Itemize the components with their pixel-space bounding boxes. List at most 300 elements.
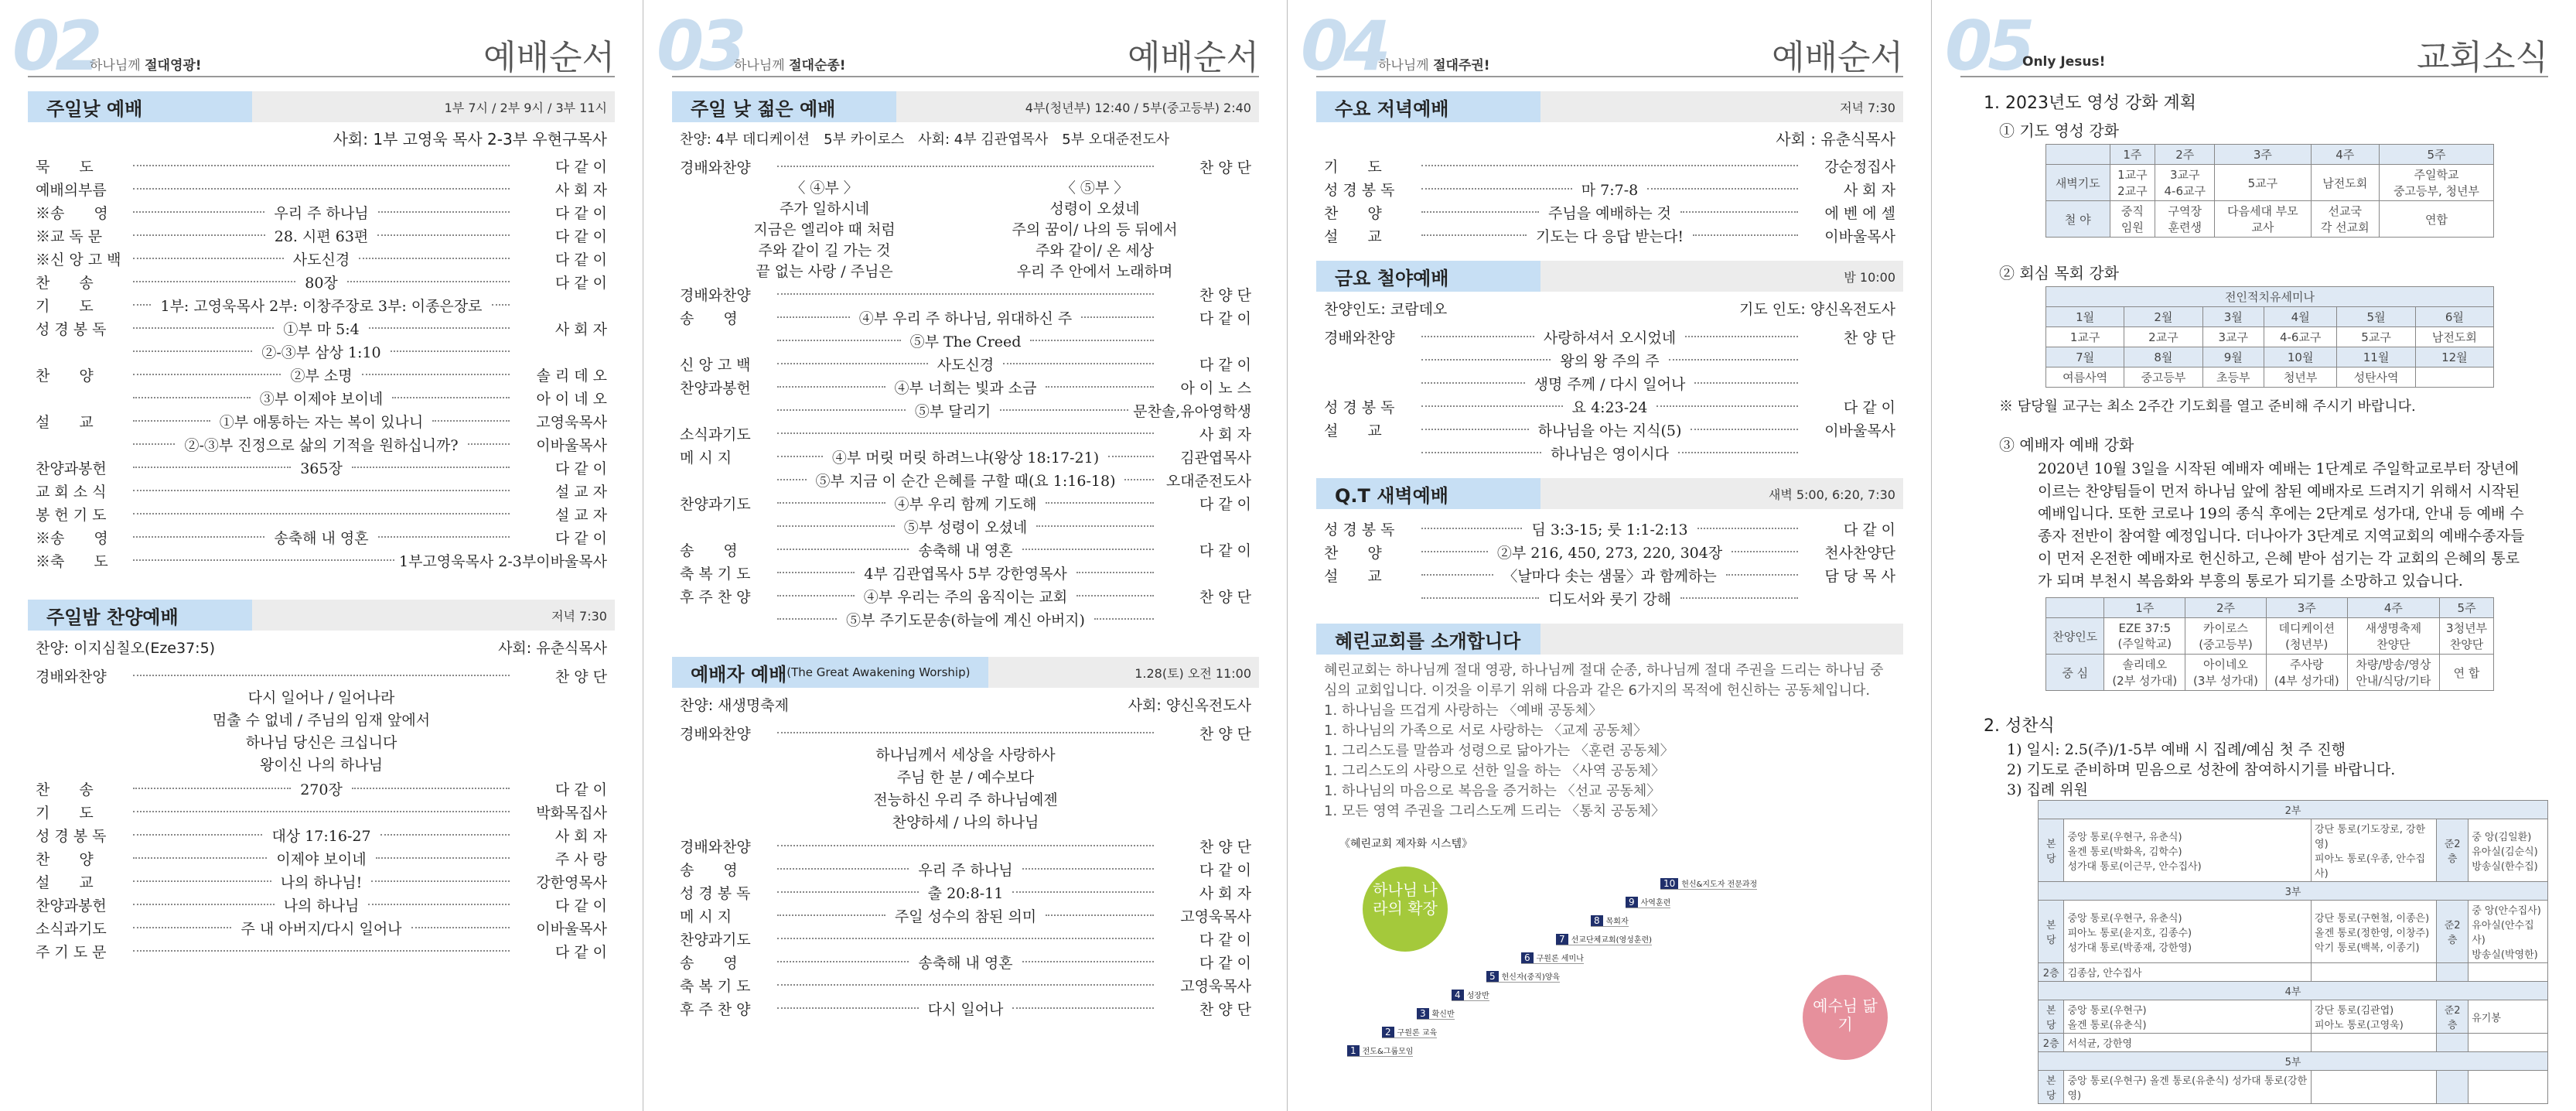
order-leader: 아 이 노 스 <box>1180 379 1252 397</box>
leader-dots <box>1421 551 1488 552</box>
leader-dots <box>777 595 855 597</box>
order-content: ②-③부 삼상 1:10 <box>261 344 381 361</box>
leader-dots <box>777 456 823 457</box>
order-row <box>672 904 1259 927</box>
order-row: 경배와찬양 찬 양 단 <box>680 725 1251 743</box>
step-label: 구원론 세미나 <box>1536 955 1584 963</box>
order-row <box>672 398 1259 422</box>
order-content: 요 4:23-24 <box>1571 398 1648 416</box>
order-row <box>672 329 1259 352</box>
order-row <box>28 479 615 502</box>
order-label: 예배의부름 <box>36 181 107 199</box>
order-leader: 김관엽목사 <box>1180 449 1252 467</box>
order-content: ①부 마 5:4 <box>283 320 360 338</box>
leader-dots <box>777 914 885 916</box>
leader-dots <box>777 363 928 364</box>
news-note: ※ 담당월 교구는 최소 2주간 기도회를 열고 준비해 주시기 바랍니다. <box>1999 398 2416 415</box>
order-list <box>672 834 1259 1020</box>
table-row <box>2046 165 2494 201</box>
section-time: 저녁 7:30 <box>551 608 607 624</box>
order-content: ④부 머릿 머릿 하려느냐(왕상 18:17-21) <box>831 449 1100 467</box>
order-row <box>672 561 1259 584</box>
table-cell: 1월 <box>2046 307 2124 327</box>
order-row <box>28 316 615 340</box>
lyric-line: 〈 ⑤부 〉 <box>1060 179 1129 197</box>
order-label: 찬 양 <box>36 850 94 868</box>
order-content: ④부 우리는 주의 움직이는 교회 <box>863 588 1068 606</box>
table-cell: 5교구 <box>2337 327 2415 347</box>
leader-dots <box>777 316 850 318</box>
table-cell: 10월 <box>2264 347 2336 367</box>
order-row <box>28 224 615 247</box>
leader-dots <box>1421 429 1529 430</box>
order-list <box>1316 325 1903 464</box>
leader-dots <box>777 340 901 341</box>
lyric-line: 주가 일하시네 <box>779 200 870 217</box>
table-cell: 성탄사역 <box>2337 367 2415 388</box>
section-label: 수요 저녁예배 <box>1316 91 1540 122</box>
order-row <box>672 445 1259 468</box>
table-cell: 청년부 <box>2264 367 2336 388</box>
step-label: 확신반 <box>1431 1010 1455 1019</box>
order-content: 나의 하나님 <box>283 897 360 914</box>
leader-dots <box>352 467 510 468</box>
leader-dots <box>1012 1007 1154 1009</box>
table-row <box>2046 655 2494 691</box>
table-header <box>2046 145 2110 165</box>
order-content: 출 20:8-11 <box>927 884 1004 902</box>
order-leader: 사 회 자 <box>1199 884 1252 902</box>
step-item <box>1347 1044 1413 1057</box>
lyric-line: 찬양하세 / 나의 하나님 <box>892 814 1039 831</box>
order-leader: 문찬솔,유아영학생 <box>1133 402 1251 420</box>
order-content: 마 7:7-8 <box>1581 181 1639 199</box>
page-tagline: 하나님께 절대주권! <box>1378 58 1490 73</box>
order-row <box>672 306 1259 329</box>
leader-dots <box>492 304 510 306</box>
leader-dots <box>1046 502 1154 504</box>
order-leader: 다 같 이 <box>554 460 607 477</box>
order-list <box>28 154 615 572</box>
leader-dots <box>1691 429 1798 430</box>
table-cell: 초등부 <box>2202 367 2264 388</box>
table-cell: 연합 <box>2379 201 2493 238</box>
leader-dots <box>133 927 231 928</box>
leader-dots <box>133 857 267 859</box>
order-row <box>1316 177 1903 200</box>
order-label: 찬양과기도 <box>680 495 751 513</box>
table-header: 4주 <box>2347 598 2439 618</box>
order-row <box>28 800 615 823</box>
order-label: 성 경 봉 독 <box>680 884 751 902</box>
order-label: 경배와찬양 <box>1324 329 1395 347</box>
order-leader: 다 같 이 <box>554 251 608 268</box>
table-cell: 5월 <box>2337 307 2415 327</box>
leader-dots <box>133 834 262 836</box>
praise-host: 찬양: 4부 데디케이션 5부 카이로스 사회: 4부 김관엽목사 5부 오대준전도사 <box>680 132 1170 148</box>
order-label: 성 경 봉 독 <box>36 827 107 845</box>
circle-kingdom: 하나님 나라의 확장 <box>1363 867 1448 952</box>
order-leader: 사 회 자 <box>1843 181 1896 199</box>
order-content: 송축해 내 영혼 <box>918 954 1013 972</box>
order-content: ②부 소명 <box>290 367 353 385</box>
table-cell: 3청년부 찬양단 <box>2440 618 2494 655</box>
leader-dots <box>133 513 510 514</box>
order-content: ②-③부 진정으로 삶의 기적을 원하십니까? <box>184 436 459 454</box>
order-leader: 솔 리 데 오 <box>536 367 608 385</box>
lyrics-block <box>28 687 615 777</box>
order-leader: 다 같 이 <box>1199 495 1252 513</box>
leader-dots <box>133 350 252 352</box>
leader-dots <box>777 479 807 480</box>
order-label: 소식과기도 <box>36 920 107 938</box>
table-header: 2주 <box>2185 598 2267 618</box>
order-leader: 설 교 자 <box>554 506 607 524</box>
praise-host: 찬양: 새생명축제 사회: 양신옥전도사 <box>680 697 1251 714</box>
order-content: ④부 우리 주 하나님, 위대하신 주 <box>858 309 1073 327</box>
order-row <box>1316 348 1903 371</box>
lyrics-block <box>672 744 1259 834</box>
leader-dots <box>1421 574 1493 576</box>
leader-dots <box>133 467 291 468</box>
leader-dots <box>1076 595 1154 597</box>
lyric-line: 1. 모든 영역 주권을 그리스도께 드리는 〈통치 공동체〉 <box>1324 803 1665 819</box>
table-row <box>2046 327 2494 347</box>
order-leader: 다 같 이 <box>554 943 607 961</box>
order-content: ③부 이제야 보이네 <box>259 390 384 408</box>
leader-dots <box>777 386 885 388</box>
page-tagline: 하나님께 절대순종! <box>734 58 846 73</box>
prayer-table <box>2045 144 2494 238</box>
table-cell <box>2415 367 2493 388</box>
leader-dots <box>777 409 906 411</box>
page-number: 03 <box>657 6 742 86</box>
lyric-line: 〈 ④부 〉 <box>790 179 858 197</box>
order-leader: 이바울목사 <box>1824 227 1896 245</box>
order-row <box>1316 224 1903 247</box>
order-row <box>28 247 615 270</box>
order-content: 270장 <box>300 781 343 798</box>
order-label: 메 시 지 <box>680 908 732 925</box>
order-content: ⑤부 주기도문송(하늘에 계신 아버지) <box>846 611 1085 629</box>
order-label: 찬 양 <box>1324 544 1382 562</box>
table-header: 5주 <box>2379 145 2493 165</box>
order-content: ②부 216, 450, 273, 220, 304장 <box>1496 544 1723 562</box>
order-row <box>28 939 615 962</box>
step-label: 헌신&지도자 전문과정 <box>1681 880 1758 889</box>
order-leader: 사 회 자 <box>554 181 607 199</box>
order-row <box>28 363 615 386</box>
step-item <box>1417 1007 1455 1020</box>
table-group-header: 5부 <box>2039 1052 2548 1071</box>
order-row <box>28 846 615 870</box>
order-leader: 에 벤 에 셀 <box>1824 204 1896 222</box>
leader-dots <box>133 165 510 166</box>
order-label: 설 교 <box>36 413 94 431</box>
order-content: ①부 애통하는 자는 복이 있나니 <box>219 413 424 431</box>
leader-dots <box>777 984 1154 986</box>
leader-dots <box>1693 234 1798 236</box>
leader-dots <box>378 536 510 538</box>
table-cell <box>2436 1071 2468 1104</box>
order-leader: 박화목집사 <box>536 804 607 822</box>
leader-dots <box>347 281 510 282</box>
order-content: ④부 너희는 빛과 소금 <box>894 379 1037 397</box>
leader-dots <box>411 927 510 928</box>
table-cell: 유기봉 <box>2469 1000 2548 1034</box>
order-list <box>672 282 1259 631</box>
order-row <box>1316 200 1903 224</box>
order-label: 찬 송 <box>36 781 94 798</box>
leader-dots <box>368 904 510 905</box>
order-content: 주 내 아버지/다시 일어나 <box>241 920 402 938</box>
order-row <box>28 456 615 479</box>
order-row <box>28 549 615 572</box>
order-content: 나의 하나님! <box>280 873 363 891</box>
order-label: 설 교 <box>36 873 94 891</box>
table-cell: 중직 임원 <box>2110 201 2155 238</box>
order-label: 묵 도 <box>36 158 94 176</box>
page-title: 예배순서 <box>1771 38 1903 77</box>
news-heading: 1. 2023년도 영성 강화 계획 <box>1984 94 2196 113</box>
leader-dots <box>1003 363 1154 364</box>
lyric-line: 주와 같이 길 가는 것 <box>758 242 891 259</box>
lyric-line: 지금은 엘리야 때 처럼 <box>753 221 896 238</box>
order-label: 송 영 <box>680 542 738 559</box>
order-label: 경배와찬양 <box>680 286 751 304</box>
order-row <box>672 880 1259 904</box>
order-row <box>28 177 615 200</box>
table-cell: 1교구 2교구 <box>2110 165 2155 201</box>
order-label: 찬양과봉헌 <box>680 379 751 397</box>
table-cell: 중 심 <box>2046 655 2104 691</box>
order-label: 성 경 봉 독 <box>1324 521 1395 538</box>
order-row <box>1316 586 1903 610</box>
section-qt <box>1316 478 1903 509</box>
leader-dots <box>777 293 1154 295</box>
table-cell: 주일학교 중고등부, 청년부 <box>2379 165 2493 201</box>
leader-dots <box>378 211 510 213</box>
section-label: 혜린교회를 소개합니다 <box>1316 624 1540 655</box>
leader-dots <box>1680 211 1798 213</box>
step-number: 5 <box>1486 971 1499 982</box>
table-cell: 중앙 통로(우현구) 올겐 통로(유춘식) <box>2064 1000 2312 1034</box>
table-row <box>2039 1000 2548 1034</box>
leader-dots <box>1421 528 1522 529</box>
order-row <box>28 270 615 293</box>
leader-dots <box>1421 234 1527 236</box>
order-leader: 찬 양 단 <box>1199 286 1251 304</box>
order-content: 다시 일어나 <box>927 1000 1004 1018</box>
order-row <box>28 823 615 846</box>
leader-dots <box>1076 572 1154 573</box>
table-cell: 12월 <box>2415 347 2493 367</box>
order-row <box>672 584 1259 607</box>
lyric-line: 하나님께서 세상을 사랑하사 <box>875 747 1056 764</box>
table-cell: 3교구 4-6교구 <box>2155 165 2215 201</box>
order-label: ※축 도 <box>36 552 108 570</box>
page-header <box>1301 0 1903 86</box>
section-label: 금요 철야예배 <box>1316 261 1540 292</box>
order-label: 신 앙 고 백 <box>680 356 751 374</box>
step-number: 7 <box>1556 934 1568 945</box>
order-content: 4부 김관엽목사 5부 강한영목사 <box>864 565 1067 583</box>
leader-dots <box>777 549 909 550</box>
section-wed <box>1316 91 1903 122</box>
table-cell: 선교국 각 선교회 <box>2311 201 2379 238</box>
table-cell: 강단 통로(기도장로, 강한영) 피아노 통로(우종, 안수집사) <box>2312 819 2437 882</box>
order-content: 하나님을 아는 지식(5) <box>1537 422 1682 439</box>
leader-dots <box>1421 336 1534 337</box>
order-content: 28. 시편 63편 <box>274 227 369 245</box>
order-row <box>672 352 1259 375</box>
leader-dots <box>133 234 265 236</box>
leader-dots <box>1022 868 1154 870</box>
circle-jesus: 예수님 닮기 <box>1803 975 1888 1060</box>
order-label: 교 회 소 식 <box>36 483 107 501</box>
order-row <box>672 927 1259 950</box>
table-group-header: 4부 <box>2039 982 2548 1000</box>
communion-info: 1) 일시: 2.5(주)/1-5부 예배 시 집례/예심 첫 주 진행 2) 기도로 준비하며 믿음으로 성찬에 참여하시기를 바랍니다. 3) 집례 위원 <box>2007 741 2396 798</box>
order-leader: 다 같 이 <box>554 274 607 292</box>
discipleship-diagram <box>1316 836 1903 1060</box>
table-cell: 준2층 <box>2436 819 2468 882</box>
intro-text: 혜린교회는 하나님께 절대 영광, 하나님께 절대 순종, 하나님께 절대 주권을 드리는 하나님 중심의 교회입니다. 이것을 이루기 위해 다음과 같은 6가지의 목적에 헌신하는 공동체입니다. 1. 하나님을 뜨겁게 사랑하는 〈예배 공동체〉 1. 하나님의 가족으로 서로 사랑하는 〈교제 공동체〉 1. 그리스도를 말씀과 성령으로 닮아가는 〈훈련 공동체〉 1. 그리스도의 사랑으로 선한 일을 하는 〈사역 공동체〉 1. 하나님의 마음으로 복음을 증거하는 〈선교 공동체〉 1. 모든 영역 주권을 그리스도께 드리는 〈통치 공동체〉 <box>1316 655 1903 828</box>
leader-dots <box>377 234 510 236</box>
step-number: 9 <box>1626 897 1638 908</box>
page-title: 교회소식 <box>2416 38 2548 77</box>
order-content: 우리 주 하나님 <box>274 204 369 222</box>
order-leader: 사 회 자 <box>1199 426 1251 443</box>
table-header-row <box>2046 598 2494 618</box>
praise-host: 찬양: 이지심칠오(Eze37:5) 사회: 유춘식목사 <box>36 640 607 657</box>
lyric-line: 1. 하나님의 마음으로 복음을 증거하는 〈선교 공동체〉 <box>1324 783 1661 799</box>
order-row <box>672 607 1259 631</box>
lyric-line: 주와 같이/ 온 세상 <box>1036 242 1155 259</box>
table-group-header: 2부 <box>2039 801 2548 819</box>
page-tagline: Only Jesus! <box>2022 54 2106 70</box>
order-leader: 다 같 이 <box>554 158 607 176</box>
table-cell: 6월 <box>2415 307 2493 327</box>
step-label: 목회자 <box>1605 918 1629 926</box>
order-leader: 오대준전도사 <box>1165 472 1251 490</box>
order-row <box>28 525 615 549</box>
table-cell: 카이로스 (중고등부) <box>2185 618 2267 655</box>
order-leader: 다 같 이 <box>554 529 607 547</box>
order-leader: 주 사 랑 <box>554 850 608 868</box>
step-item <box>1591 914 1629 927</box>
table-cell: 중앙 통로(우현구) 올겐 통로(유춘식) 성가대 통로(강한영) <box>2064 1071 2312 1104</box>
order-leader: 사 회 자 <box>554 827 608 845</box>
leader-dots <box>1421 405 1563 407</box>
lyric-line: 주의 꿈이/ 나의 등 뒤에서 <box>1012 221 1178 238</box>
step-label: 선교단체교회(영성훈련) <box>1571 936 1653 945</box>
table-title: 전인적치유세미나 <box>2046 287 2494 307</box>
order-list <box>1316 154 1903 247</box>
order-content: 사도신경 <box>937 356 995 374</box>
order-label: 설 교 <box>1324 422 1382 439</box>
section-young <box>672 91 1259 122</box>
table-cell: 주사랑 (4부 성가대) <box>2266 655 2347 691</box>
order-row <box>672 950 1259 973</box>
leader-dots <box>380 834 510 836</box>
section-label: 주일 낮 젊은 예배 <box>672 91 896 122</box>
table-cell: 7월 <box>2046 347 2124 367</box>
page-04 <box>1288 0 1932 1111</box>
order-row <box>672 422 1259 445</box>
leader-dots <box>1000 409 1128 411</box>
lyric-line: 왕이신 나의 하나님 <box>260 757 383 774</box>
order-label: 송 영 <box>680 861 738 879</box>
table-cell: 본당 <box>2039 1000 2064 1034</box>
table-cell: 준2층 <box>2436 1000 2468 1034</box>
table-cell: 구역장 훈련생 <box>2155 201 2215 238</box>
table-header-row <box>2046 145 2494 165</box>
page-02 <box>0 0 643 1111</box>
order-content: 80장 <box>305 274 338 292</box>
host-text: 사회 : 유춘식목사 <box>1776 130 1895 149</box>
order-row <box>1316 517 1903 540</box>
order-row <box>672 282 1259 306</box>
leader-dots <box>777 891 919 893</box>
leader-dots <box>1046 914 1154 916</box>
table-header: 5주 <box>2440 598 2494 618</box>
leader-dots <box>392 397 510 398</box>
table-group-row <box>2039 801 2548 819</box>
order-leader: 다 같 이 <box>1199 861 1251 879</box>
lyric-line: 끝 없는 사랑 / 주님은 <box>756 263 893 280</box>
leader-dots <box>777 961 909 962</box>
lyric-line: 멈출 수 없네 / 주님의 임재 앞에서 <box>212 712 431 729</box>
order-leader: 다 같 이 <box>1199 542 1251 559</box>
table-cell: 남전도회 <box>2311 165 2379 201</box>
order-label: 설 교 <box>1324 567 1382 585</box>
step-label: 헌신자(중직)양육 <box>1501 973 1561 982</box>
seminar-table <box>2045 286 2494 388</box>
table-cell <box>2312 963 2437 982</box>
table-title-row <box>2046 287 2494 307</box>
leader-dots <box>1081 316 1154 318</box>
table-group-row <box>2039 982 2548 1000</box>
table-cell <box>2436 963 2468 982</box>
order-leader: 강한영목사 <box>536 873 608 891</box>
order-label: 찬양과기도 <box>680 931 751 949</box>
order-content: ⑤부 The Creed <box>909 333 1022 350</box>
leader-dots <box>133 211 264 213</box>
leader-dots <box>1022 961 1154 962</box>
order-row <box>28 154 615 177</box>
leader-dots <box>133 397 251 398</box>
order-row <box>1316 325 1903 348</box>
order-leader: 강순정집사 <box>1824 158 1895 176</box>
leader-dots <box>133 281 295 282</box>
leader-dots <box>432 420 510 422</box>
table-cell: 중 앙(안수집사) 유아실(안수집사) 방송실(박영한) <box>2469 901 2548 963</box>
order-row <box>672 468 1259 491</box>
order-content: 365장 <box>300 460 343 477</box>
leader-dots <box>133 788 291 789</box>
page-number: 05 <box>1945 6 2031 86</box>
leader-dots <box>1656 405 1798 407</box>
table-cell: 본당 <box>2039 819 2064 882</box>
table-cell: 9월 <box>2202 347 2264 367</box>
order-label: 후 주 찬 양 <box>680 1000 751 1018</box>
table-group-header: 3부 <box>2039 882 2548 901</box>
step-number: 6 <box>1521 952 1534 963</box>
leader-dots <box>1421 597 1539 599</box>
order-row <box>1316 395 1903 418</box>
order-label: 찬 송 <box>36 274 94 292</box>
